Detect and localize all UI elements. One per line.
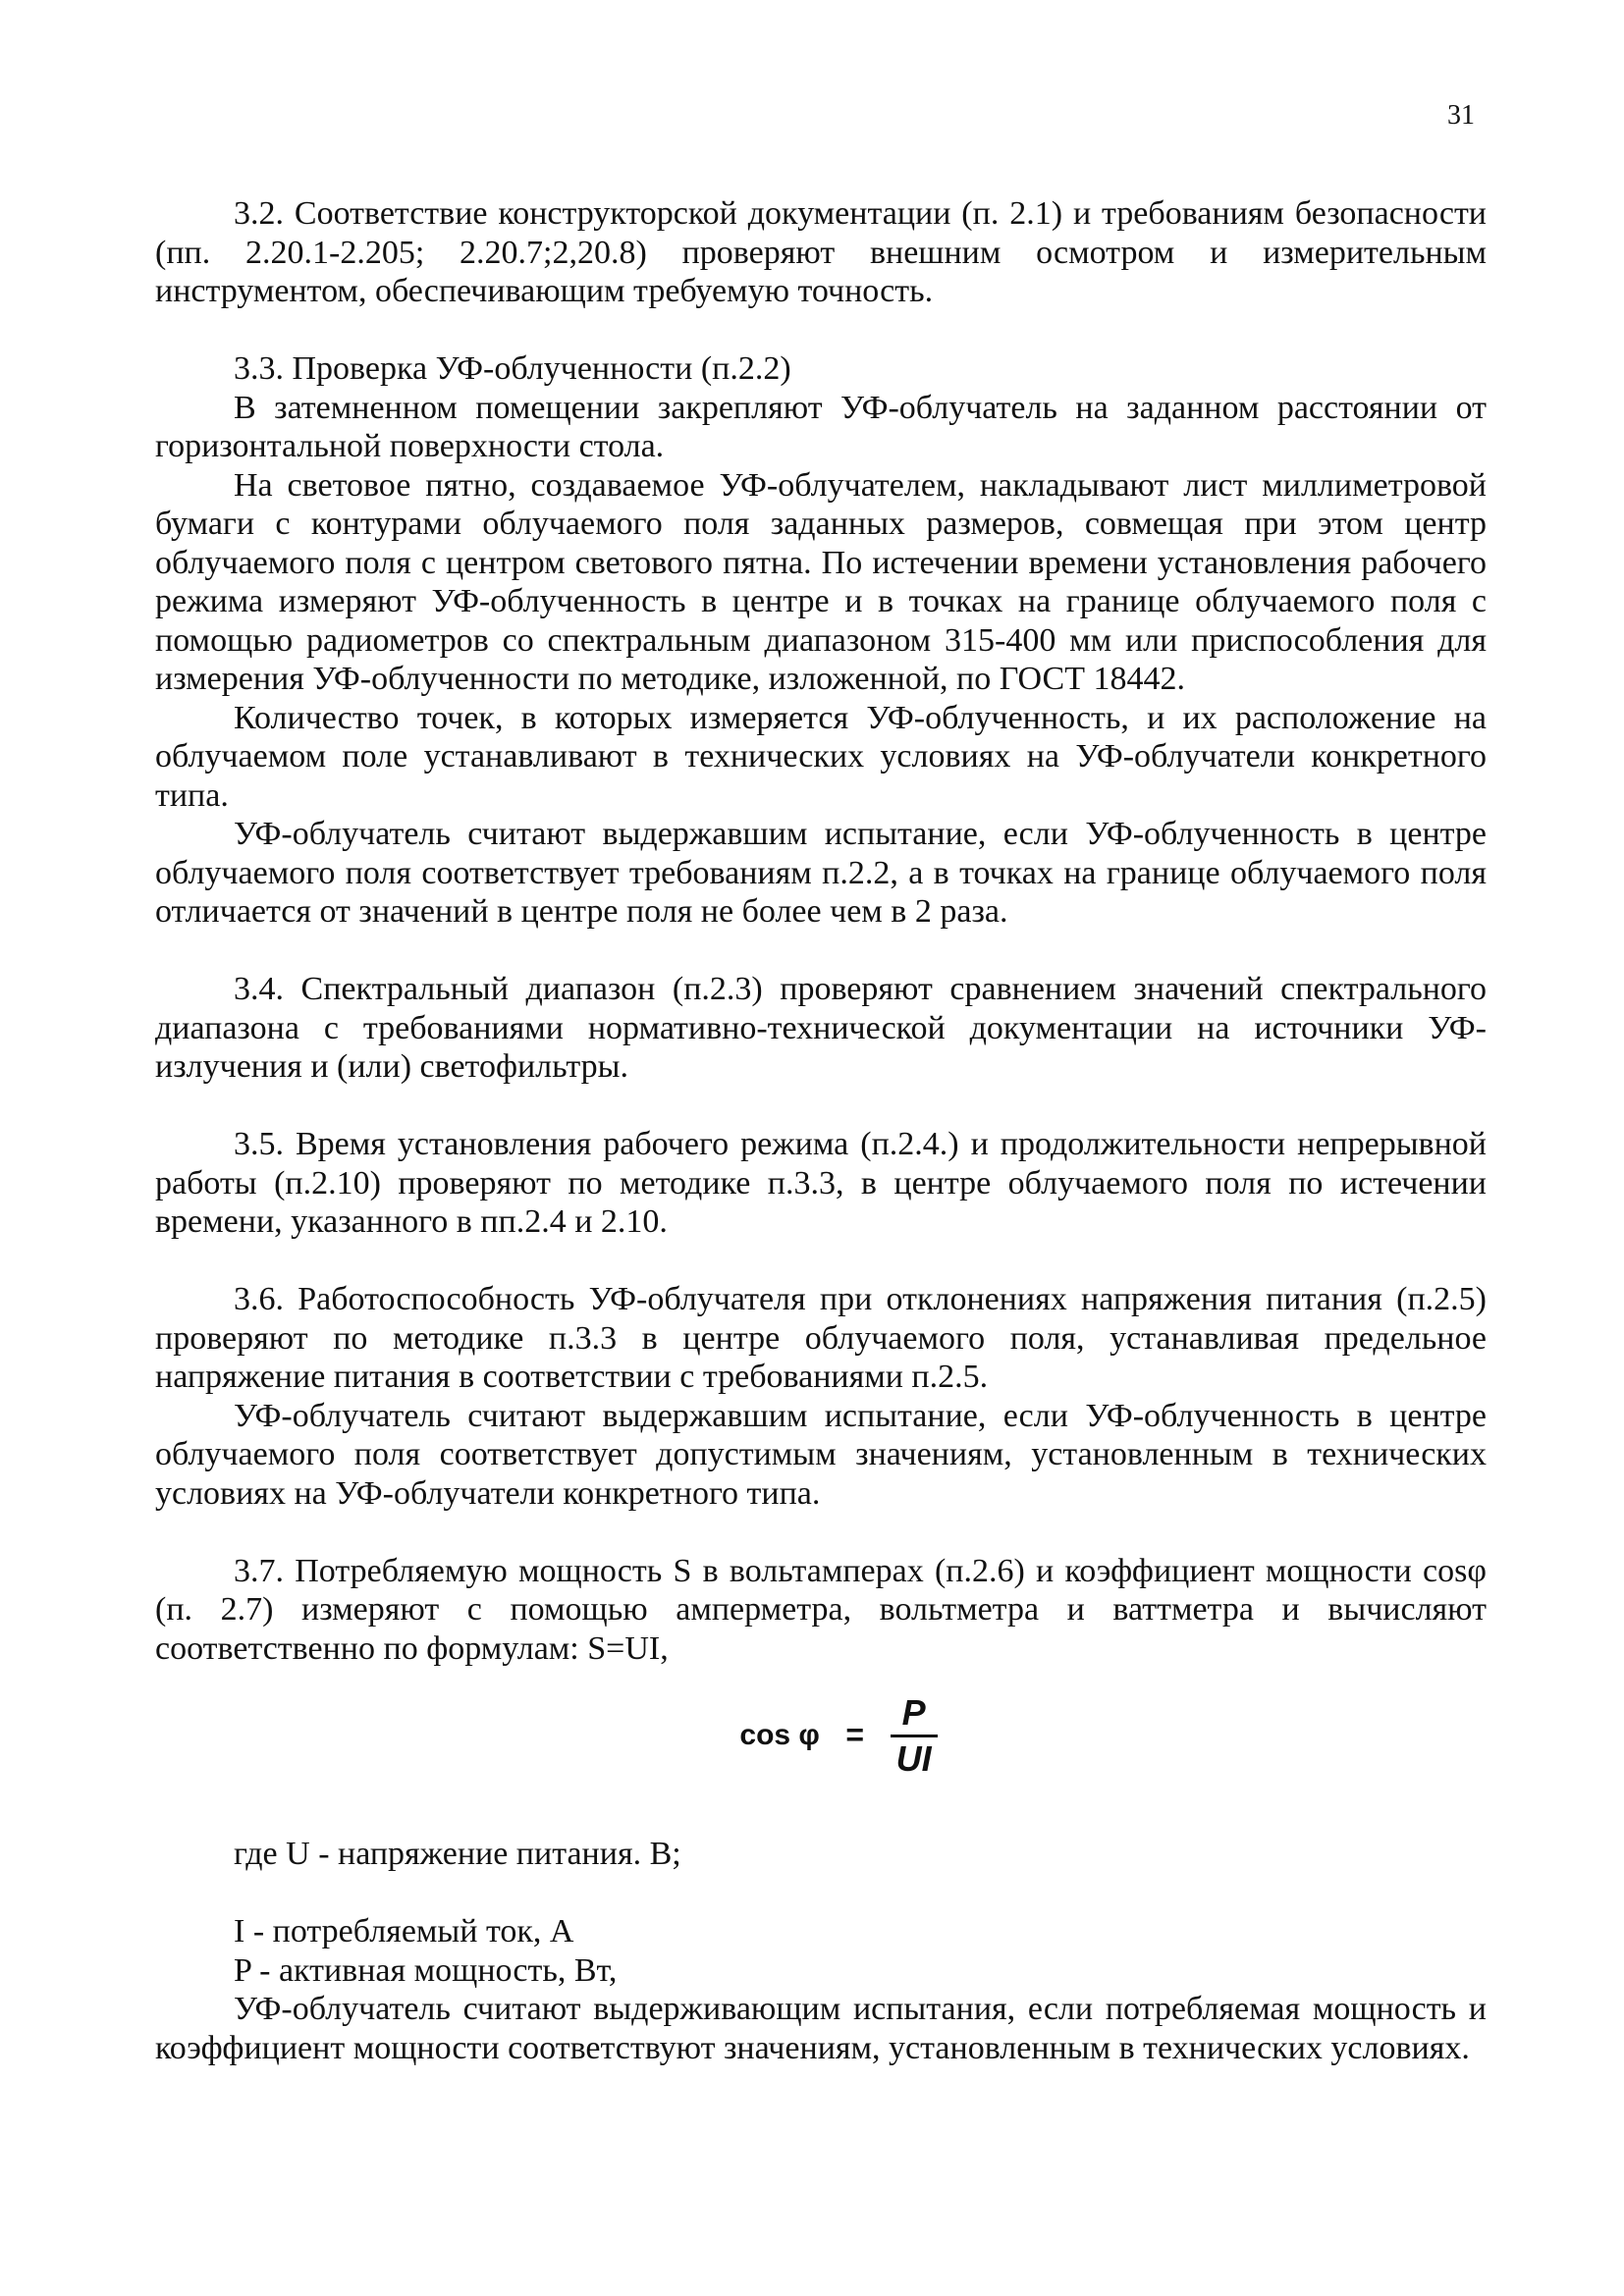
formula-equals: = [845,1717,865,1753]
section-3-3-title: 3.3. Проверка УФ-облученности (п.2.2) [234,350,791,387]
section-3-3-paragraph-2: На световое пятно, создаваемое УФ-облучателем, накладывают лист миллиметровой бумаги с контурами облучаемого поля заданных размеров, совмещая при этом центр облучаемого поля с центром светового пятна. По истечении времени установления рабочего режима измеряют УФ-облученность в центре и в точках на границе облучаемого поля с помощью радиометров со спектральным диапазоном 315-400 мм или приспособления для измерения УФ-облученности по методике, изложенной, по ГОСТ 18442. [155,466,1487,697]
formula-lhs: cos φ [739,1719,820,1752]
formula-numerator: P [901,1692,926,1733]
document-body [155,194,1487,2067]
formula-fraction [891,1693,938,1778]
definition-u: где U - напряжение питания. В; [234,1836,681,1872]
section-3-3-paragraph-1: В затемненном помещении закрепляют УФ-облучатель на заданном расстоянии от горизонтальной поверхности стола. [155,389,1487,464]
section-3-2: 3.2. Соответствие конструкторской документации (п. 2.1) и требованиям безопасности (пп. 2.20.1-2.205; 2.20.7;2,20.8) проверяют внешним осмотром и измерительным инструментом, обеспечивающим требуемую точность. [155,195,1487,309]
section-3-7: 3.7. Потребляемую мощность S в вольтамперах (п.2.6) и коэффициент мощности cosφ (п. 2.7) измеряют с помощью амперметра, вольтметра и ваттметра и вычисляют соответственно по формулам: S=UI, [155,1552,1487,1667]
page-number: 31 [1447,100,1475,131]
section-3-3-paragraph-3: Количество точек, в которых измеряется УФ-облученность, и их расположение на облучаемом поле устанавливают в технических условиях на УФ-облучатели конкретного типа. [155,699,1487,814]
definition-p: P - активная мощность, Вт, [234,1951,618,1989]
formula-denominator: UI [895,1737,932,1779]
section-3-4: 3.4. Спектральный диапазон (п.2.3) проверяют сравнением значений спектрального диапазона с требованиями нормативно-технической документации на источники УФ-излучения и (или) светофильтры. [155,971,1487,1085]
definition-i: I - потребляемый ток, А [234,1913,574,1949]
cos-phi-formula [155,1693,1487,1815]
section-3-6-paragraph-1: 3.6. Работоспособность УФ-облучателя при отклонениях напряжения питания (п.2.5) проверяют по методике п.3.3 в центре облучаемого поля, устанавливая предельное напряжение питания в соответствии с требованиями п.2.5. [155,1281,1487,1395]
conclusion: УФ-облучатель считают выдерживающим испытания, если потребляемая мощность и коэффициент мощности соответствуют значениям, установленным в технических условиях. [155,1991,1487,2066]
section-3-6-paragraph-2: УФ-облучатель считают выдержавшим испытание, если УФ-облученность в центре облучаемого поля соответствует допустимым значениям, установленным в технических условиях на УФ-облучатели конкретного типа. [155,1397,1487,1512]
section-3-3-paragraph-4: УФ-облучатель считают выдержавшим испытание, если УФ-облученность в центре облучаемого поля соответствует требованиям п.2.2, а в точках на границе облучаемого поля отличается от значений в центре поля не более чем в 2 раза. [155,816,1487,930]
section-3-5: 3.5. Время установления рабочего режима (п.2.4.) и продолжительности непрерывной работы (п.2.10) проверяют по методике п.3.3, в центре облучаемого поля по истечении времени, указанного в пп.2.4 и 2.10. [155,1126,1487,1240]
